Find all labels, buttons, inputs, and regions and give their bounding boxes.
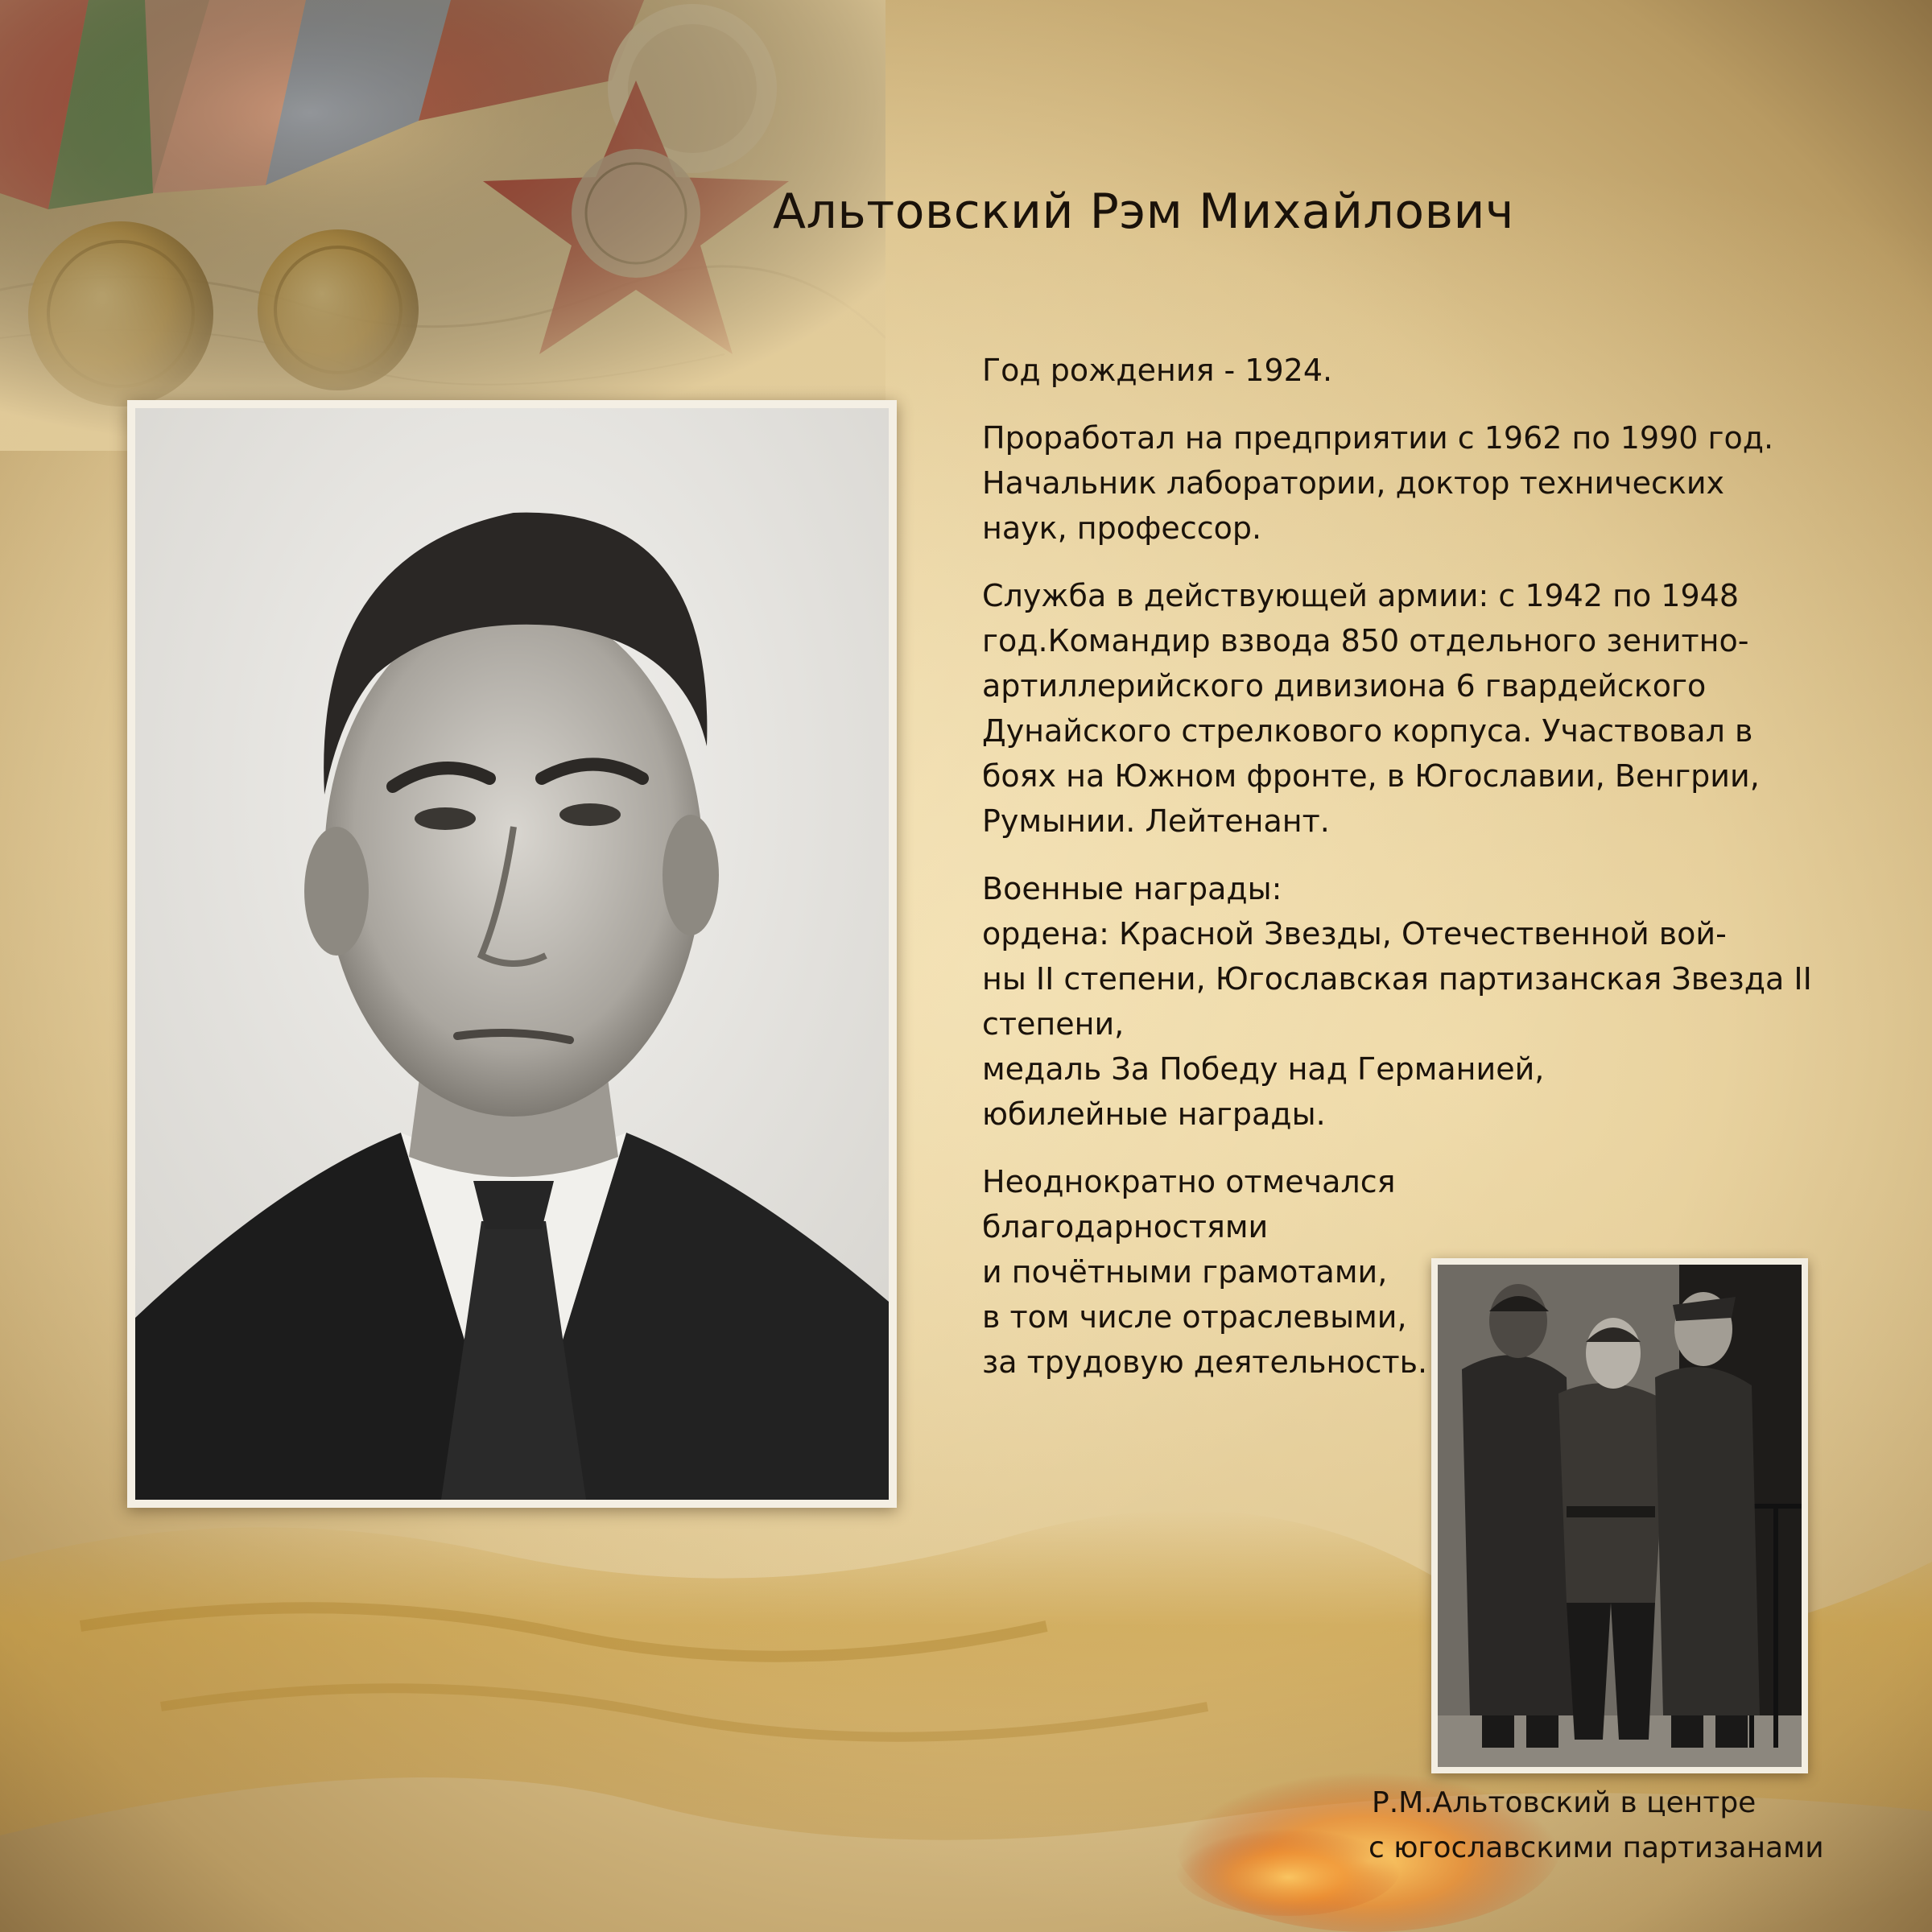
honors-line: Неоднократно отмечался — [982, 1164, 1396, 1199]
honors-line: и почётными грамотами, — [982, 1254, 1388, 1290]
portrait-image — [135, 408, 889, 1500]
work-paragraph — [982, 415, 1852, 551]
caption-line: с югославскими партизанами — [1368, 1831, 1824, 1864]
photo-caption — [1368, 1781, 1884, 1871]
service-paragraph — [982, 573, 1852, 844]
awards-line: ны II степени, Югославская партизанская Звезда II — [982, 961, 1812, 997]
service-line: боях на Южном фронте, в Югославии, Венгрии, — [982, 758, 1760, 794]
awards-line: ордена: Красной Звезды, Отечественной вой- — [982, 916, 1727, 952]
work-line: наук, профессор. — [982, 510, 1262, 546]
awards-paragraph — [982, 866, 1852, 1137]
service-line: Дунайского стрелкового корпуса. Участвовал в — [982, 713, 1753, 749]
group-photo-image — [1438, 1265, 1802, 1767]
group-photo — [1431, 1258, 1808, 1773]
honors-line: в том числе отраслевыми, — [982, 1299, 1407, 1335]
awards-line: медаль За Победу над Германией, — [982, 1051, 1545, 1087]
caption-line: Р.М.Альтовский в центре — [1372, 1786, 1757, 1819]
honors-line: за трудовую деятельность. — [982, 1344, 1428, 1380]
work-line: Проработал на предприятии с 1962 по 1990 год. — [982, 420, 1774, 456]
honors-line: благодарностями — [982, 1209, 1269, 1245]
awards-line: Военные награды: — [982, 871, 1282, 906]
biography — [982, 348, 1852, 1407]
service-line: Румынии. Лейтенант. — [982, 803, 1330, 839]
medals-decoration — [0, 0, 886, 451]
birth-year: Год рождения - 1924. — [982, 353, 1333, 388]
page-title: Альтовский Рэм Михайлович — [773, 184, 1514, 240]
awards-line: степени, — [982, 1006, 1125, 1042]
service-line: Служба в действующей армии: с 1942 по 1948 — [982, 578, 1739, 613]
awards-line: юбилейные награды. — [982, 1096, 1326, 1132]
portrait-photo — [127, 400, 897, 1508]
service-line: год.Командир взвода 850 отдельного зенитно- — [982, 623, 1749, 658]
service-line: артиллерийского дивизиона 6 гвардейского — [982, 668, 1707, 704]
work-line: Начальник лаборатории, доктор технических — [982, 465, 1725, 501]
